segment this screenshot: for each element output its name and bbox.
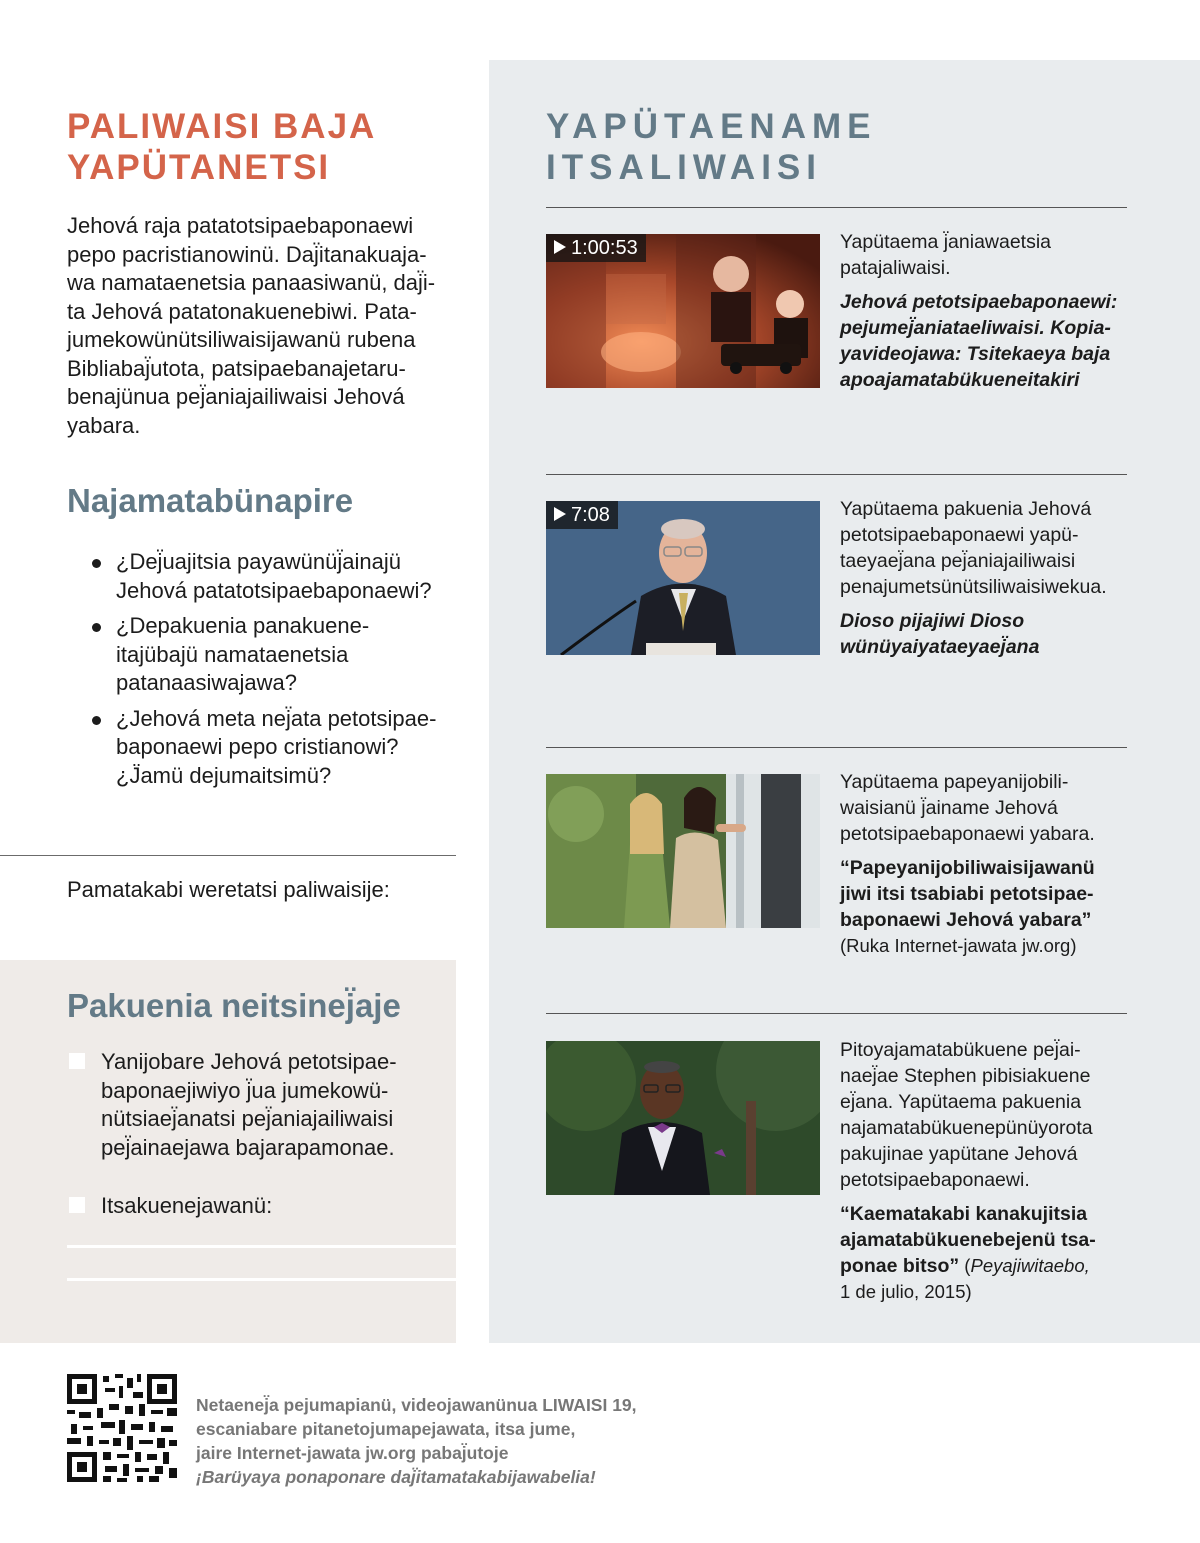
list-item: ¿Dej̈uajitsia payawünüj̈ainajü Jehová patatotsipaebaponaewi? bbox=[92, 548, 457, 605]
related-item-text: Pitoyajamatabükuene pej̈ai- naej̈ae Stephen pibisiakuene ej̈ana. Yapütaema pakuenia najamatabükuenepünüyorota pakujinae yapütane Jehová petotsipaebaponaewi. “Kaematakabi kanakujitsia ajamatabükuenebejenü tsa- ponae bitso” (Peyajiwitaebo, 1 de julio, 2015) bbox=[840, 1037, 1125, 1305]
duration-badge: 1:00:53 bbox=[546, 234, 646, 262]
qr-code-icon[interactable] bbox=[67, 1374, 177, 1482]
play-icon bbox=[554, 240, 566, 254]
video-thumbnail-speaker[interactable] bbox=[546, 501, 820, 655]
divider bbox=[546, 207, 1127, 208]
checkbox[interactable] bbox=[69, 1053, 85, 1069]
checklist-item[interactable]: Yanijobare Jehová petotsipae- baponaejiwiyo j̈ua jumekowü- nütsiaej̈anatsi pej̈aniajailiwaisi pej̈ainaejawa bajarapamonae. bbox=[67, 1048, 437, 1162]
play-icon bbox=[554, 507, 566, 521]
article-source: 1 de julio, 2015) bbox=[840, 1281, 972, 1302]
related-item-text: Yapütaema pakuenia Jehová petotsipaebaponaewi yapü- taeyaej̈ana pej̈aniajailiwaisi penajumetsünütsiliwaisiwekua. Dioso pijajiwi Dioso wünüyaiyataeyaej̈ana bbox=[840, 496, 1125, 660]
questions-list bbox=[92, 548, 457, 797]
duration-badge: 7:08 bbox=[546, 501, 618, 529]
man-portrait-thumbnail bbox=[546, 1041, 820, 1195]
article-thumbnail-portrait[interactable] bbox=[546, 1041, 820, 1195]
article-thumbnail-door[interactable] bbox=[546, 774, 820, 928]
divider bbox=[0, 855, 456, 856]
article-title[interactable]: “Papeyanijobiliwaisijawanü jiwi itsi tsabiabi petotsipae- baponaewi Jehová yabara” bbox=[840, 857, 1095, 931]
video-title[interactable]: Dioso pijajiwi Dioso wünüyaiyataeyaej̈ana bbox=[840, 610, 1040, 658]
intro-paragraph: Jehová raja patatotsipaebaponaewi pepo pacristianowinü. Daj̈itanakuaja- wa namataenetsia panaasiwanü, daj̈i- ta Jehová patatonakuenebiwi. Pata- jumekowünütsiliwaisijawanü rubena Bibliabaj̈utota, patsipaebanajetaru- benajünua pej̈aniajailiwaisi Jehová yabara. bbox=[67, 213, 436, 438]
checkbox[interactable] bbox=[69, 1197, 85, 1213]
video-thumbnail-history[interactable] bbox=[546, 234, 820, 388]
bullet-icon bbox=[92, 716, 101, 725]
footer-text: Netaenej̈a pejumapianü, videojawanünua LIWAISI 19, escaniabare pitanetojumapejawata, itsa jume, jaire Internet-jawata jw.org pabaj̈utoje ¡Barüyaya ponaponare daj̈itamatakabijawabelia! bbox=[196, 1395, 637, 1487]
action-heading: Pakuenia neitsinej̈aje bbox=[67, 987, 401, 1024]
list-item: ¿Depakuenia panakuene- itajübajü namataenetsia patanaasiwajawa? bbox=[92, 612, 457, 698]
checklist-item[interactable]: Itsakuenejawanü: bbox=[67, 1192, 437, 1221]
list-item: ¿Jehová meta nej̈ata petotsipae- baponaewi pepo cristianowi? ¿J̈amü dejumaitsimü? bbox=[92, 705, 457, 791]
women-at-door-thumbnail bbox=[546, 774, 820, 928]
article-title[interactable]: “Kaematakabi kanakujitsia ajamatabükuenebejenü tsa- ponae bitso” (Peyajiwitaebo, bbox=[840, 1203, 1096, 1277]
video-title[interactable]: Jehová petotsipaebaponaewi: pejumej̈aniataeliwaisi. Kopia- yavideojawa: Tsitekaeya baja apoajamatabükueneitakiri bbox=[840, 291, 1118, 391]
divider bbox=[546, 1013, 1127, 1014]
bullet-icon bbox=[92, 559, 101, 568]
lesson-title: PALIWAISI BAJA YAPÜTANETSI bbox=[67, 107, 377, 187]
writing-line[interactable] bbox=[67, 1278, 456, 1281]
related-item-text: Yapütaema j̈aniawaetsia patajaliwaisi. Jehová petotsipaebaponaewi: pejumej̈aniataeliwaisi. Kopia- yavideojawa: Tsitekaeya baja apoajamatabükueneitakiri bbox=[840, 229, 1125, 393]
article-source: (Ruka Internet-jawata jw.org) bbox=[840, 935, 1077, 956]
divider bbox=[546, 747, 1127, 748]
related-item-text: Yapütaema papeyanijobili- waisianü j̈ainame Jehová petotsipaebaponaewi yabara. “Papeyanijobiliwaisijawanü jiwi itsi tsabiabi petotsipae- baponaewi Jehová yabara” (Ruka Internet-jawata jw.org) bbox=[840, 769, 1125, 959]
bullet-icon bbox=[92, 623, 101, 632]
writing-line[interactable] bbox=[67, 1245, 456, 1248]
questions-heading: Najamatabünapire bbox=[67, 482, 354, 519]
next-visit-label: Pamatakabi weretatsi paliwaisije: bbox=[67, 877, 390, 902]
related-heading: YAPÜTAENAME ITSALIWAISI bbox=[546, 107, 877, 187]
divider bbox=[546, 474, 1127, 475]
